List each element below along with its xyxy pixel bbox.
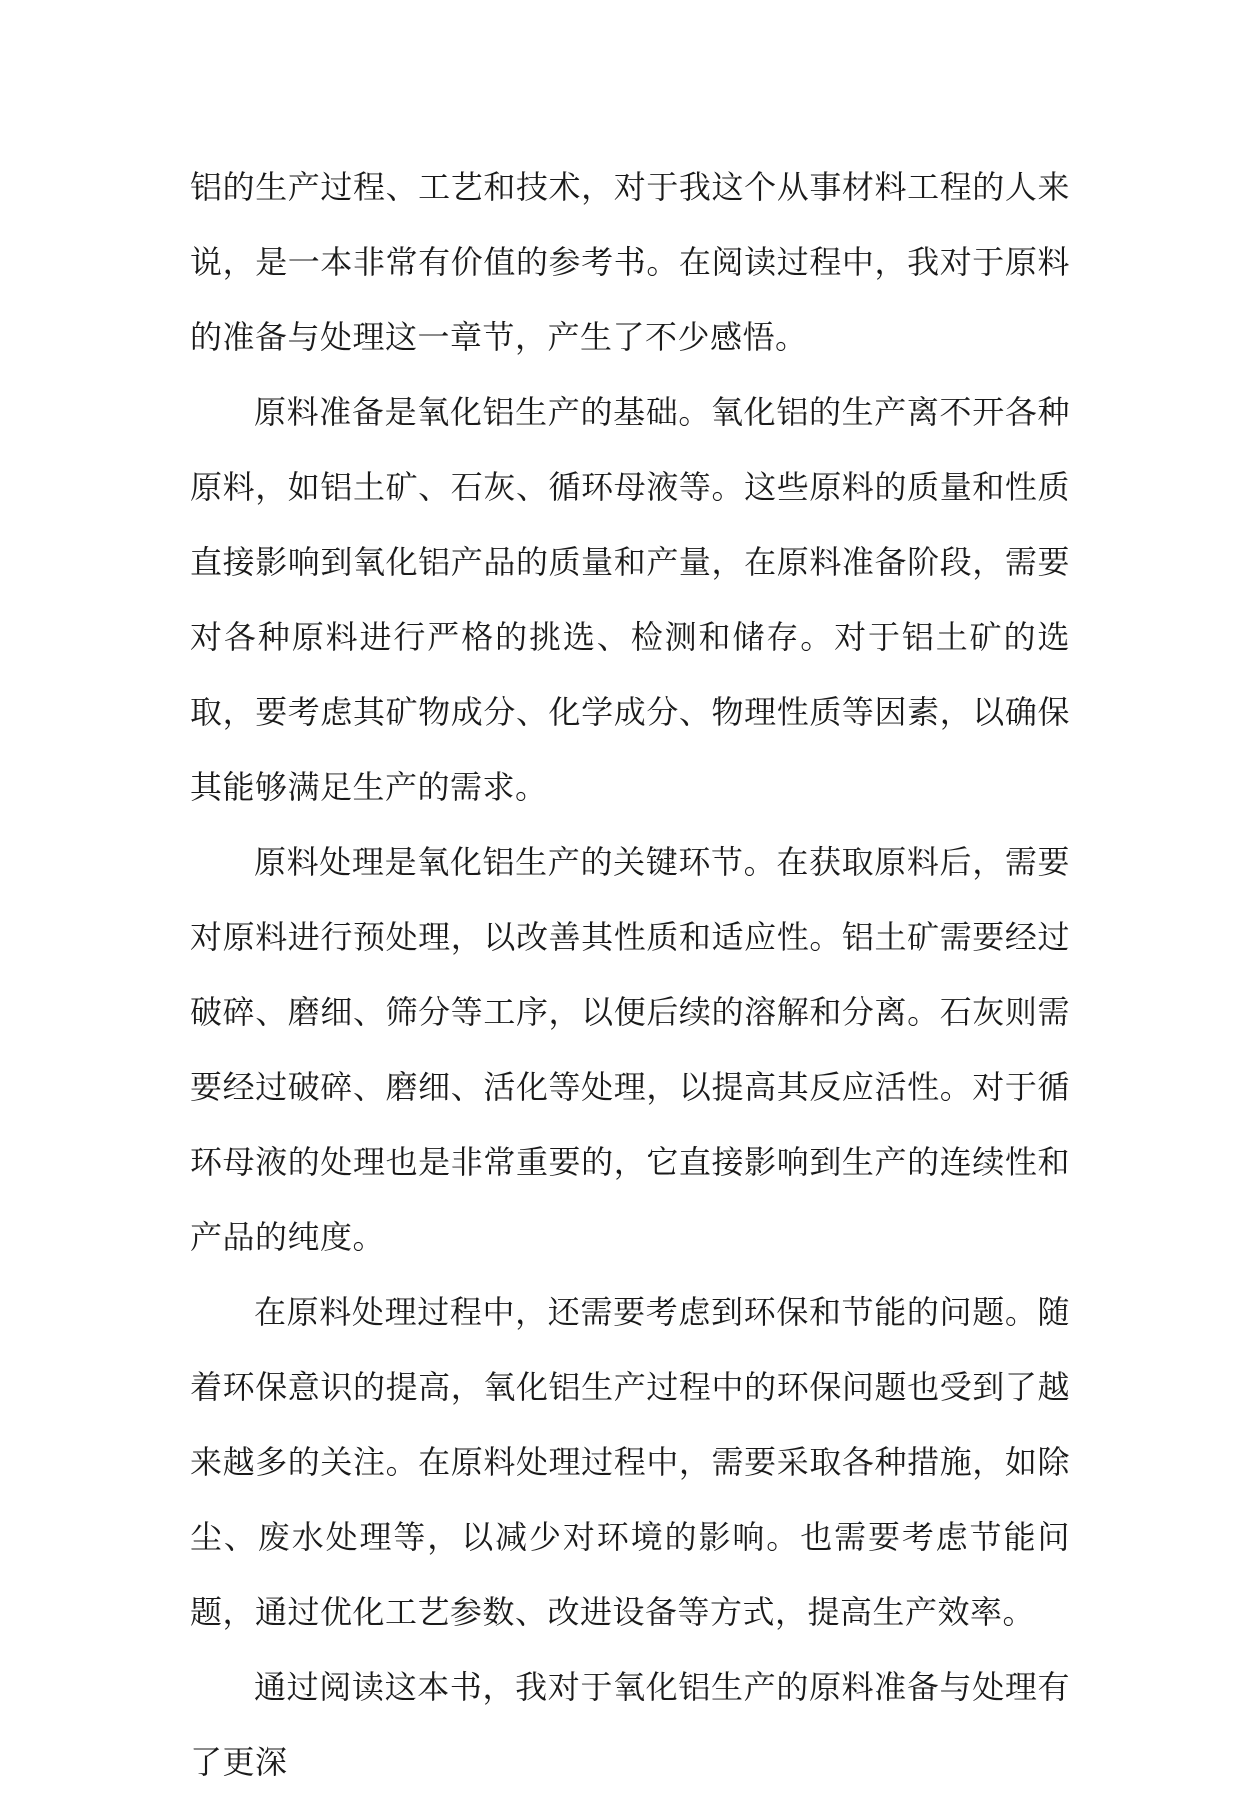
paragraph-1: 铝的生产过程、工艺和技术，对于我这个从事材料工程的人来说，是一本非常有价值的参考书。在阅读过程中，我对于原料的准备与处理这一章节，产生了不少感悟。 [190,168,1070,356]
body-text [190,150,1070,1800]
paragraph-3: 原料处理是氧化铝生产的关键环节。在获取原料后，需要对原料进行预处理，以改善其性质和适应性。铝土矿需要经过破碎、磨细、筛分等工序，以便后续的溶解和分离。石灰则需要经过破碎、磨细、活化等处理，以提高其反应活性。对于循环母液的处理也是非常重要的，它直接影响到生产的连续性和产品的纯度。 [190,843,1070,1256]
paragraph-2: 原料准备是氧化铝生产的基础。氧化铝的生产离不开各种原料，如铝土矿、石灰、循环母液等。这些原料的质量和性质直接影响到氧化铝产品的质量和产量，在原料准备阶段，需要对各种原料进行严格的挑选、检测和储存。对于铝土矿的选取，要考虑其矿物成分、化学成分、物理性质等因素，以确保其能够满足生产的需求。 [190,393,1070,806]
paragraph-5: 通过阅读这本书，我对于氧化铝生产的原料准备与处理有了更深 [190,1668,1070,1781]
paragraph-4: 在原料处理过程中，还需要考虑到环保和节能的问题。随着环保意识的提高，氧化铝生产过程中的环保问题也受到了越来越多的关注。在原料处理过程中，需要采取各种措施，如除尘、废水处理等，以减少对环境的影响。也需要考虑节能问题，通过优化工艺参数、改进设备等方式，提高生产效率。 [190,1293,1070,1631]
